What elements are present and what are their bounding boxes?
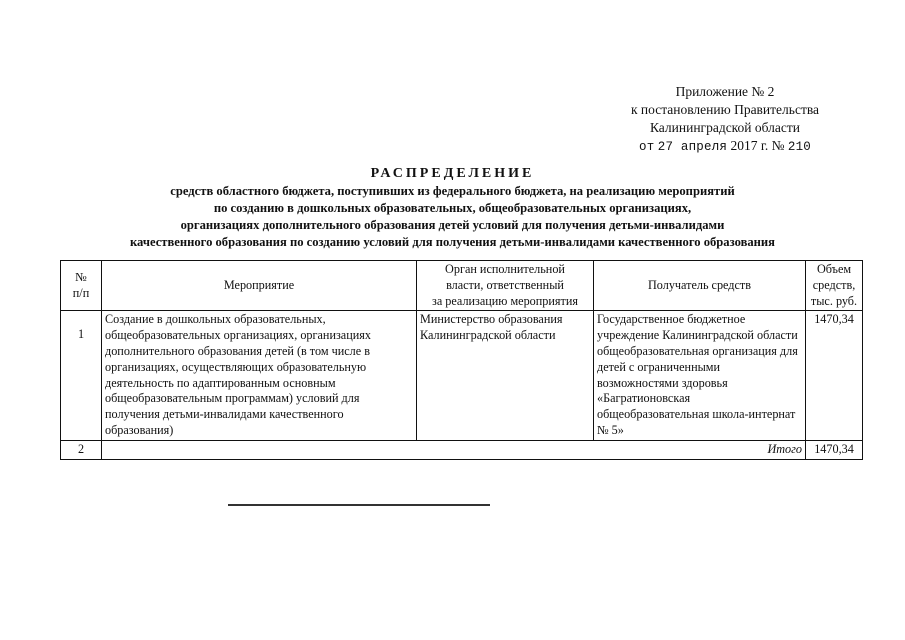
decree-number: 210: [787, 140, 811, 154]
distribution-table: [60, 260, 863, 460]
appendix-line-2: к постановлению Правительства: [630, 102, 820, 117]
subtitle-line-3: организациях дополнительного образования детей условий для получения детьми-инвалидами: [180, 218, 725, 232]
table-row: [61, 311, 863, 440]
row-recipient: Государственное бюджетное учреждение Калининградской области общеобразовательная организация для детей с ограниченными возможностями здоровья «Багратионовская общеобразовательная школа-интернат № 5»: [594, 311, 806, 440]
total-label: Итого: [102, 440, 806, 459]
appendix-line-1: Приложение № 2: [675, 84, 775, 99]
header-activity: Мероприятие: [102, 261, 417, 311]
subtitle-line-4: качественного образования по созданию условий для получения детьми-инвалидами качественного образования: [129, 235, 775, 249]
appendix-line-3: Калининградской области: [649, 120, 801, 135]
row-organ: Министерство образования Калининградской области: [417, 311, 594, 440]
total-amount: 1470,34: [806, 440, 863, 459]
total-num: 2: [61, 440, 102, 459]
header-amount: Объем средств, тыс. руб.: [806, 261, 863, 311]
subtitle-line-1: средств областного бюджета, поступивших из федерального бюджета, на реализацию мероприятий: [170, 184, 735, 198]
document-subtitle: [40, 183, 865, 251]
table-header-row: [61, 261, 863, 311]
header-organ: Орган исполнительной власти, ответственный за реализацию мероприятия: [417, 261, 594, 311]
subtitle-line-2: по созданию в дошкольных образовательных, общеобразовательных организациях,: [213, 201, 692, 215]
date-day-month: 27 апреля: [657, 140, 728, 154]
row-amount: 1470,34: [806, 311, 863, 440]
document-title: РАСПРЕДЕЛЕНИЕ: [370, 166, 535, 181]
number-sign: №: [771, 138, 785, 153]
header-num: № п/п: [61, 261, 102, 311]
header-recipient: Получатель средств: [594, 261, 806, 311]
appendix-block: [560, 83, 890, 156]
date-year: 2017 г.: [730, 138, 769, 153]
row-num: 1: [61, 311, 102, 440]
appendix-date-line: [560, 137, 890, 156]
row-activity: Создание в дошкольных образовательных, общеобразовательных организациях, организациях дополнительного образования детей (в том числе в организациях, осуществляющих образовательную деятельность по адаптированным основным общеобразовательным программам) условий для получения детьми-инвалидами качественного образования): [102, 311, 417, 440]
table-total-row: [61, 440, 863, 459]
closing-rule: [228, 504, 490, 506]
date-prefix: от: [639, 140, 655, 154]
